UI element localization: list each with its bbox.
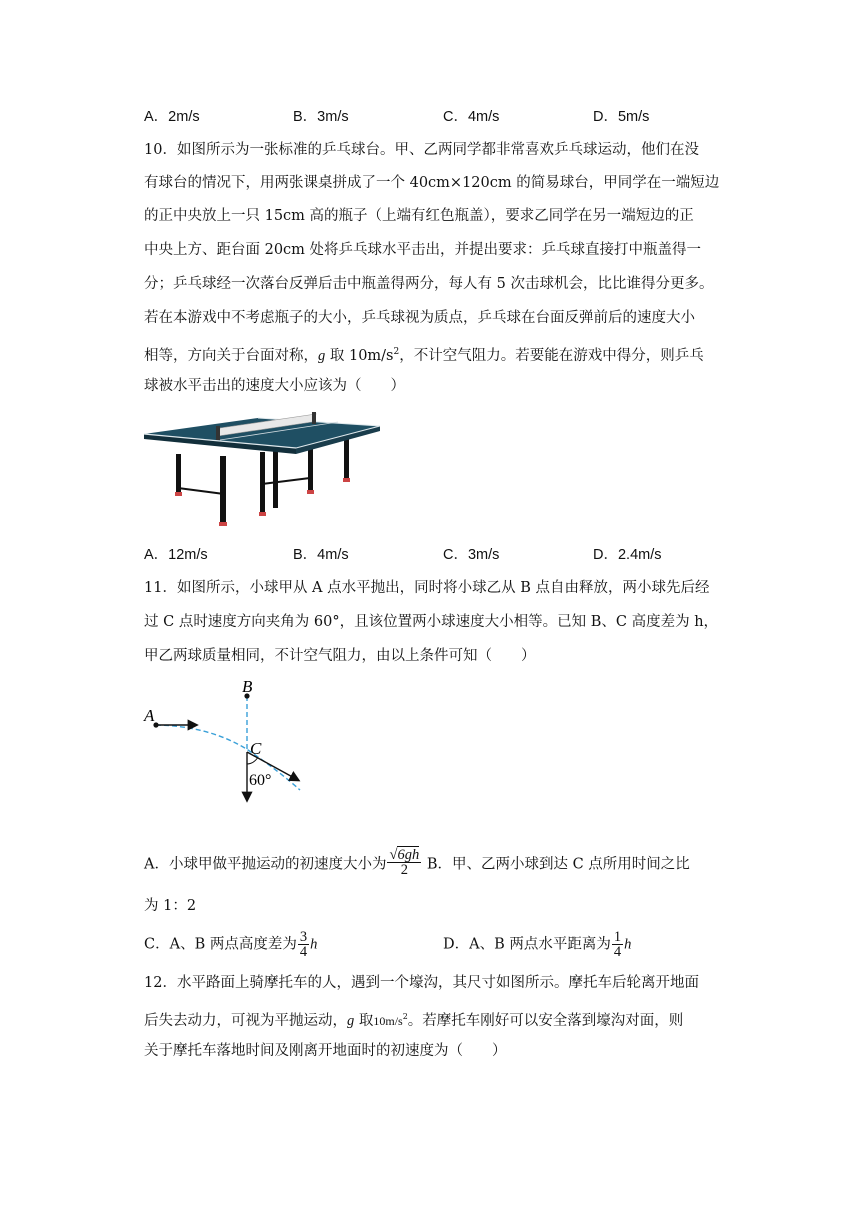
q9-option-b: B．3m/s [293, 109, 349, 125]
label-c: C [250, 739, 262, 758]
q10-line-2: 有球台的情况下，用两张课桌拼成了一个 40cm×120cm 的简易球台，甲同学在一端短边 [144, 175, 720, 191]
q11-option-b-cont: 为 1：2 [144, 898, 197, 914]
label-a: A [144, 706, 155, 725]
q10-line-5: 分；乒乓球经一次落台反弹后击中瓶盖得两分，每人有 5 次击球机会，比比谁得分更多。 [144, 276, 714, 292]
angle-label: 60° [249, 772, 272, 789]
projectile-diagram [140, 676, 310, 806]
q11-line-2: 过 C 点时速度方向夹角为 60°，且该位置两小球速度大小相等。已知 B、C 高度差为 h， [144, 614, 719, 630]
q11-option-c: C．A、B 两点高度差为 $\frac{3}{4}$ h [144, 929, 318, 960]
q10-option-a: A．12m/s [144, 547, 208, 563]
table-leg [344, 438, 349, 480]
trajectory-path [156, 725, 300, 790]
q9-option-c: C．4m/s [443, 109, 500, 125]
q10-option-b: B．4m/s [293, 547, 349, 563]
q9-option-d: D．5m/s [593, 109, 650, 125]
q10-line-6: 若在本游戏中不考虑瓶子的大小，乒乓球视为质点，乒乓球在台面反弹前后的速度大小 [144, 310, 695, 326]
q10-line-4: 中央上方、距台面 20cm 处将乒乓球水平击出，并提出要求：乒乓球直接打中瓶盖得一 [144, 242, 702, 258]
q11-option-d: D．A、B 两点水平距离为 $\frac{1}{4}$ h [443, 929, 632, 960]
q11-option-a: A．小球甲做平抛运动的初速度大小为 $\frac{√6gh}{2}$ B．甲、乙两小球到达 C 点所用时间之比 [144, 847, 690, 878]
table-leg [273, 446, 278, 508]
q10-line-8: 球被水平击出的速度大小应该为（ ） [144, 378, 405, 394]
q10-line-1: 10．如图所示为一张标准的乒乓球台。甲、乙两同学都非常喜欢乒乓球运动，他们在没 [144, 142, 699, 158]
q10-line-3: 的正中央放上一只 15cm 高的瓶子（上端有红色瓶盖），要求乙同学在另一端短边的正 [144, 208, 694, 224]
q12-line-3: 关于摩托车落地时间及刚离开地面时的初速度为（ ） [144, 1043, 507, 1059]
label-b: B [242, 677, 253, 696]
q12-line-1: 12．水平路面上骑摩托车的人，遇到一个壕沟，其尺寸如图所示。摩托车后轮离开地面 [144, 975, 699, 991]
q9-option-a: A．2m/s [144, 109, 200, 125]
ping-pong-table-figure [140, 408, 386, 532]
q11-line-1: 11．如图所示，小球甲从 A 点水平抛出，同时将小球乙从 B 点自由释放，两小球先后经 [144, 580, 710, 596]
q12-line-2: 后失去动力，可视为平抛运动，g 取$10m/s^2$。若摩托车刚好可以安全落到壕沟对面，则 [144, 1012, 684, 1029]
q11-line-3: 甲乙两球质量相同，不计空气阻力，由以上条件可知（ ） [144, 648, 536, 664]
q10-line-7: 相等，方向关于台面对称，g 取 $10m/s^2$，不计空气阻力。若要能在游戏中得分，则乒乓 [144, 347, 704, 364]
q10-option-c: C．3m/s [443, 547, 500, 563]
table-leg [220, 456, 226, 524]
q10-option-d: D．2.4m/s [593, 547, 662, 563]
